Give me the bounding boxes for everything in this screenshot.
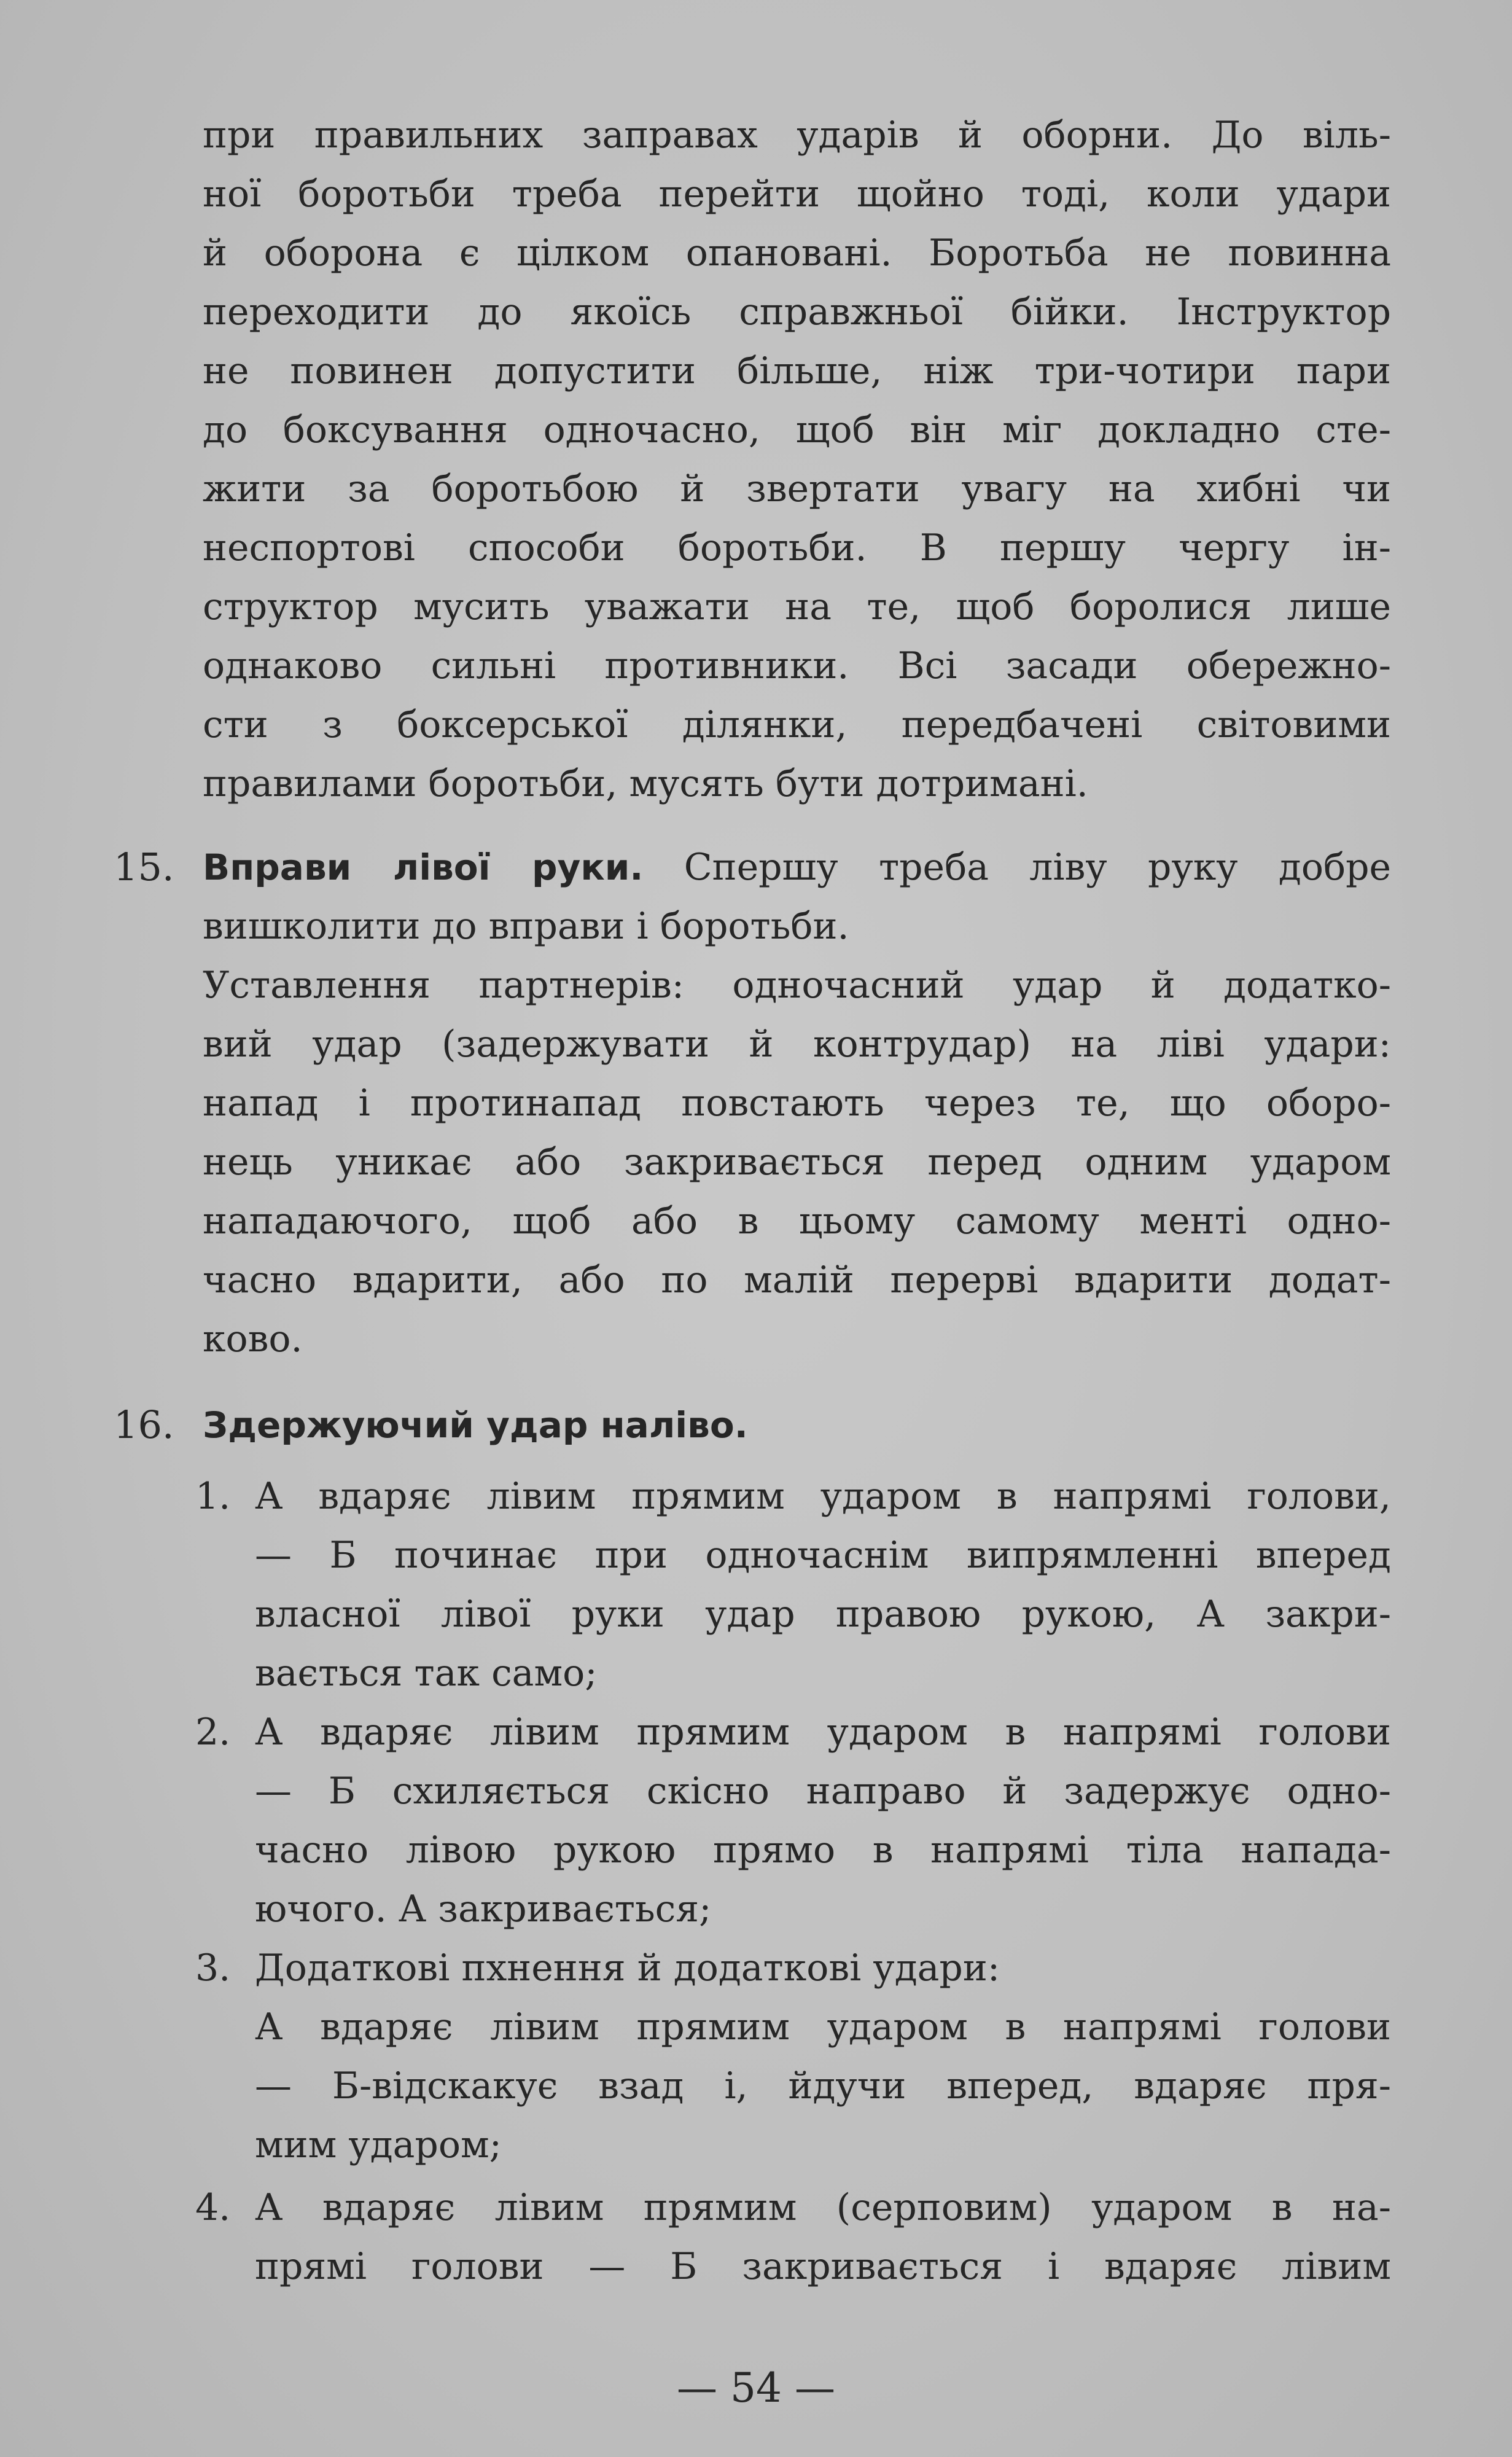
section-heading-line (203, 1396, 1391, 1455)
text-line: сти з боксерської ділянки, передбачені світовими (203, 703, 1391, 746)
item-number: 2. (195, 1711, 231, 1754)
text-line: часно лівою рукою прямо в напрямі тіла напада- (255, 1829, 1391, 1872)
section-heading: Вправи лівої руки. (203, 846, 644, 888)
text-line: напад і протинапад повстають через те, що оборо- (203, 1082, 1391, 1125)
text-line: при правильних заправах ударів й оборни. До віль- (203, 114, 1391, 157)
text-line: однаково сильні противники. Всі засади обережно- (203, 644, 1391, 687)
text-line: неспортові способи боротьби. В першу чергу ін- (203, 526, 1391, 569)
text-line: Додаткові пхнення й додаткові удари: (255, 1947, 1000, 1990)
text-line: правилами боротьби, мусять бути дотримані. (203, 762, 1088, 805)
text-line: А вдаряє лівим прямим (серповим) ударом в на- (255, 2186, 1391, 2229)
text-line: — Б починає при одночаснім випрямленні вперед (255, 1534, 1391, 1577)
text-line: А вдаряє лівим прямим ударом в напрямі голови (255, 2006, 1391, 2049)
text-line: А вдаряє лівим прямим ударом в напрямі голови, (255, 1475, 1391, 1518)
text-line: структор мусить уважати на те, щоб боролися лише (203, 585, 1391, 628)
text-line: жити за боротьбою й звертати увагу на хибні чи (203, 467, 1391, 510)
text-line: ної боротьби треба перейти щойно тоді, коли удари (203, 173, 1391, 216)
item-number: 3. (195, 1947, 231, 1990)
text-line: до боксування одночасно, щоб він міг докладно сте- (203, 408, 1391, 451)
section-heading-line (203, 838, 1391, 897)
page-number: — 54 — (677, 2364, 835, 2412)
text-line: й оборона є цілком опановані. Боротьба не повинна (203, 232, 1391, 275)
item-number: 4. (195, 2186, 231, 2229)
text-line: переходити до якоїсь справжньої бійки. Інструктор (203, 291, 1391, 334)
text-line: Спершу треба ліву руку добре (684, 846, 1391, 889)
text-line: нападаючого, щоб або в цьому самому менті одно- (203, 1200, 1391, 1243)
section-number: 15. (114, 845, 174, 889)
text-line: мим ударом; (255, 2123, 502, 2166)
text-line: — Б-відскакує взад і, йдучи вперед, вдаряє пря- (255, 2064, 1391, 2107)
section-number: 16. (114, 1402, 174, 1447)
text-line: не повинен допустити більше, ніж три-чотири пари (203, 350, 1391, 393)
text-line: нець уникає або закривається перед одним ударом (203, 1141, 1391, 1184)
item-number: 1. (195, 1475, 231, 1518)
text-line: Уставлення партнерів: одночасний удар й додатко- (203, 964, 1391, 1007)
text-line: вишколити до вправи і боротьби. (203, 905, 849, 948)
text-line: — Б схиляється скісно направо й задержує одно- (255, 1770, 1391, 1813)
text-line: вається так само; (255, 1652, 598, 1695)
text-line: власної лівої руки удар правою рукою, А закри- (255, 1593, 1391, 1636)
text-line: А вдаряє лівим прямим ударом в напрямі голови (255, 1711, 1391, 1754)
section-heading: Здержуючий удар наліво. (203, 1404, 748, 1446)
text-line: часно вдарити, або по малій перерві вдарити додат- (203, 1259, 1391, 1302)
text-line: вий удар (задержувати й контрудар) на ліві удари: (203, 1023, 1391, 1066)
text-line: ково. (203, 1318, 303, 1361)
text-line: ючого. А закривається; (255, 1888, 712, 1931)
text-line: прямі голови — Б закривається і вдаряє лівим (255, 2245, 1391, 2288)
